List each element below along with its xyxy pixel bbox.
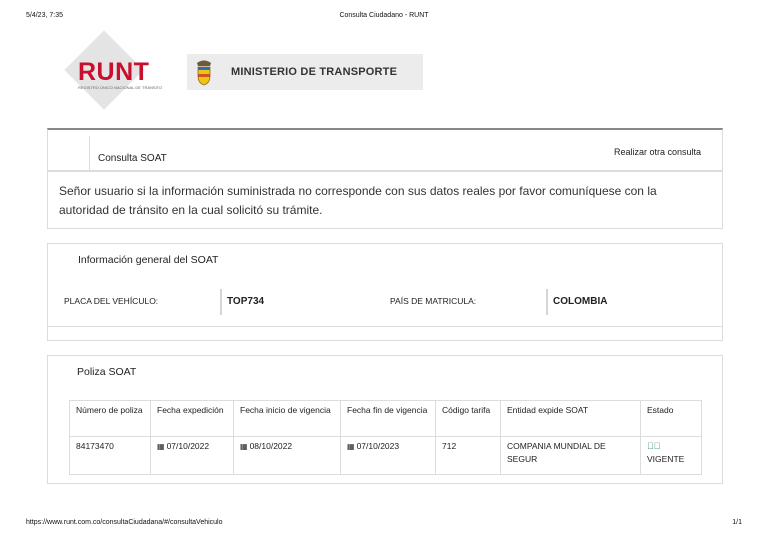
print-footer — [26, 519, 742, 529]
column-header: Fecha expedición — [151, 401, 234, 437]
calendar-icon: ▦ — [347, 442, 355, 451]
start-date: 08/10/2022 — [249, 441, 293, 451]
table-row — [70, 437, 702, 475]
issuer-entity: COMPANIA MUNDIAL DE SEGUR — [501, 437, 641, 475]
tab-label: Consulta SOAT — [98, 153, 167, 164]
column-header: Número de poliza — [70, 401, 151, 437]
notice-panel — [47, 171, 723, 229]
country-label: PAÍS DE MATRICULA: — [390, 296, 477, 306]
table-header-row — [70, 401, 702, 437]
column-header: Fecha inicio de vigencia — [234, 401, 341, 437]
issue-date-cell — [151, 437, 234, 475]
print-timestamp: 5/4/23, 7:35 — [26, 12, 63, 19]
plate-label: PLACA DEL VEHÍCULO: — [64, 296, 159, 306]
start-date-cell — [234, 437, 341, 475]
print-header — [26, 12, 742, 24]
status-badge: VIGENTE — [647, 454, 685, 464]
runt-logo-word: RUNT — [78, 58, 150, 86]
poliza-panel — [47, 355, 723, 484]
query-header-panel — [47, 128, 723, 171]
column-header: Estado — [641, 401, 702, 437]
print-url: https://www.runt.com.co/consultaCiudadana/#/consultaVehiculo — [26, 519, 223, 526]
general-info-panel — [47, 243, 723, 327]
plate-value: TOP734 — [220, 289, 264, 315]
tariff-code: 712 — [436, 437, 501, 475]
notice-text: Señor usuario si la información suministrada no corresponde con sus datos reales por favor comuníquese con la autoridad de tránsito en la cual solicitó su trámite. — [59, 184, 657, 217]
poliza-table — [69, 400, 702, 475]
poliza-heading: Poliza SOAT — [77, 366, 137, 378]
policy-number: 84173470 — [70, 437, 151, 475]
issue-date: 07/10/2022 — [166, 441, 210, 451]
column-header: Entidad expide SOAT — [501, 401, 641, 437]
column-header: Fecha fin de vigencia — [341, 401, 436, 437]
country-value: COLOMBIA — [546, 289, 607, 315]
tab-consulta-soat[interactable] — [89, 136, 209, 173]
end-date: 07/10/2023 — [356, 441, 400, 451]
colombia-coat-of-arms-icon — [193, 58, 215, 86]
new-query-link[interactable]: Realizar otra consulta — [613, 147, 701, 157]
end-date-cell — [341, 437, 436, 475]
status-cell — [641, 437, 702, 475]
print-page-number: 1/1 — [732, 519, 742, 526]
ministry-logo — [187, 54, 423, 90]
general-info-heading: Información general del SOAT — [78, 254, 219, 266]
runt-logo — [62, 44, 180, 98]
check-circle-icon: ✓⃝ — [647, 441, 661, 451]
calendar-icon: ▦ — [240, 442, 248, 451]
ministry-name: MINISTERIO DE TRANSPORTE — [231, 66, 398, 78]
column-header: Código tarifa — [436, 401, 501, 437]
print-title: Consulta Ciudadano - RUNT — [339, 12, 429, 19]
runt-logo-subtitle: REGISTRO ÚNICO NACIONAL DE TRÁNSITO — [78, 85, 163, 90]
general-info-footer — [47, 327, 723, 341]
calendar-icon: ▦ — [157, 442, 165, 451]
